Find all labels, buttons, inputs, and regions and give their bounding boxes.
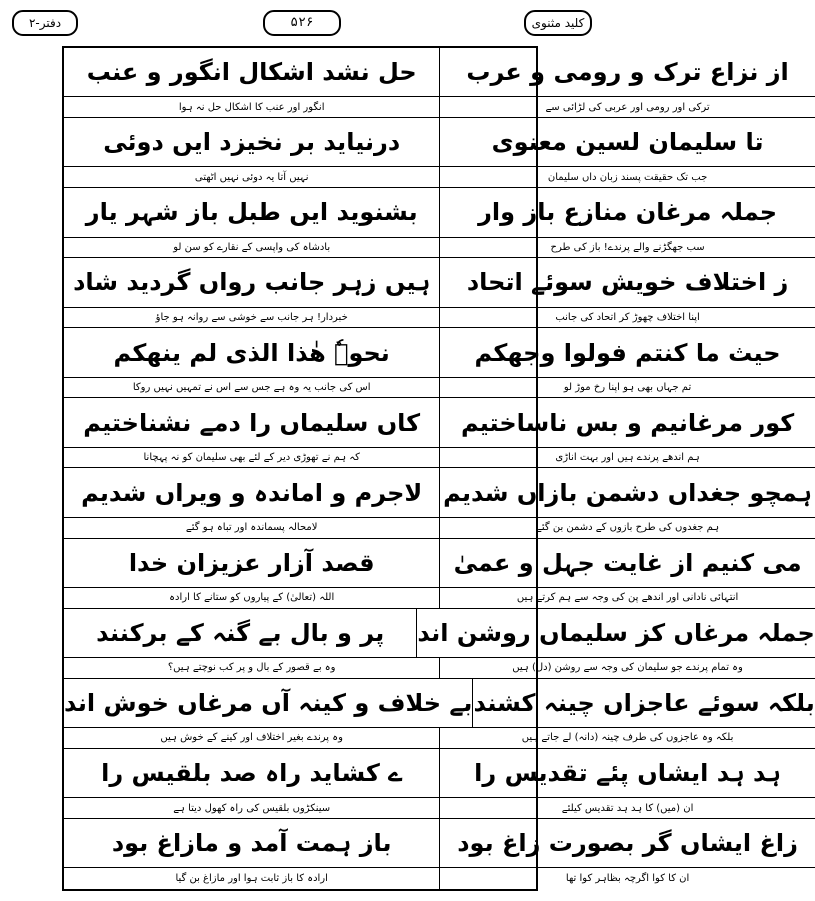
verse-row	[64, 679, 815, 728]
translation-row	[64, 658, 815, 679]
translation-right: ان (میں) کا ہد ہد تقدیس کیلئے	[439, 798, 814, 818]
verse-left-hemistich: ہیں زہر جانب رواں گردید شاد	[73, 268, 431, 297]
verse-right-hemistich: حیث ما کنتم فولوا وجھکم	[439, 328, 814, 376]
translation-row	[64, 518, 815, 539]
verse-right-hemistich: جملہ مرغاں کز سلیماں روشن اند	[416, 609, 814, 657]
translation-left: ارادہ کا باز ثابت ہوا اور مازاغ بن گیا	[175, 873, 328, 885]
verse-right-hemistich: بلکہ سوئے عاجزاں چینہ کشند	[472, 679, 814, 727]
verse-left-hemistich: حل نشد اشکال انگور و عنب	[86, 58, 417, 87]
translation-right: ان کا کوا اگرچہ بظاہر کوا تھا	[439, 868, 814, 889]
verse-left-hemistich: لاجرم و اماندہ و ویراں شدیم	[81, 478, 423, 507]
verse-left-hemistich: کاں سلیماں را دمے نشناختیم	[83, 408, 421, 437]
verse-right-hemistich: جملہ مرغان منازع باز وار	[439, 188, 814, 236]
translation-right: بلکہ وہ عاجزوں کی طرف چینہ (دانہ) لے جاتے ہیں	[439, 728, 814, 748]
translation-left: انگور اور عنب کا اشکال حل نہ ہوا	[178, 101, 325, 113]
verse-right-hemistich: کور مرغانیم و بس ناساختیم	[439, 398, 814, 446]
translation-row	[64, 167, 815, 188]
verse-row	[64, 398, 815, 447]
translation-row	[64, 97, 815, 118]
verse-row	[64, 819, 815, 868]
verse-left-hemistich: بے خلاف و کینہ آں مرغاں خوش اند	[64, 688, 473, 717]
verse-left-hemistich: ے کشاید راہ صد بلقیس را	[101, 759, 403, 787]
verse-row	[64, 468, 815, 517]
translation-row	[64, 798, 815, 819]
volume-tag: دفتر-۲	[12, 10, 78, 36]
translation-left: اس کی جانب یہ وہ ہے جس سے اس نے تمہیں نہیں روکا	[132, 382, 371, 394]
page-header	[0, 0, 600, 44]
translation-left: وہ بے قصور کے بال و پر کب نوچتے ہیں؟	[167, 662, 336, 674]
verse-right-hemistich: زاغ ایشاں گر بصورت زاغ بود	[439, 819, 814, 867]
page-number: ۵۲۶	[263, 10, 341, 36]
translation-right: اپنا اختلاف چھوڑ کر اتحاد کی جانب	[439, 308, 814, 328]
verse-right-hemistich: ہمچو جغداں دشمن بازاں شدیم	[439, 468, 814, 516]
verse-left-hemistich: قصد آزار عزیزان خدا	[128, 548, 375, 577]
verse-row	[64, 118, 815, 167]
translation-left: کہ ہم نے تھوڑی دیر کے لئے بھی سلیمان کو نہ پہچانا	[143, 452, 360, 464]
verse-row	[64, 188, 815, 237]
verse-left-hemistich: نحوہٗ ھٰذا الذی لم ینھکم	[113, 338, 390, 367]
verse-left-hemistich: بشنوید ایں طبل باز شہر یار	[85, 198, 418, 227]
translation-row	[64, 868, 815, 889]
translation-left: وہ پرندے بغیر اختلاف اور کینے کے خوش ہیں	[160, 732, 343, 744]
translation-row	[64, 308, 815, 329]
translation-row	[64, 588, 815, 609]
verse-right-hemistich: ہد ہد ایشاں پئے تقدیس را	[439, 749, 814, 797]
translation-left: لامحالہ پسماندہ اور تباہ ہو گئے	[185, 522, 318, 534]
verse-row	[64, 48, 815, 97]
verse-left-hemistich: پر و بال بے گنہ کے برکنند	[96, 618, 385, 647]
book-title-tag: کلید مثنوی	[524, 10, 592, 36]
translation-right: ہم اندھے پرندے ہیں اور بہت اناڑی	[439, 448, 814, 468]
translation-left: نہیں آتا یہ دوئی نہیں اٹھتی	[194, 171, 309, 183]
translation-right: ہم جغدوں کی طرح بازوں کے دشمن بن گئے	[439, 518, 814, 538]
translation-right: ترکی اور رومی اور عربی کی لڑائی سے	[439, 97, 814, 117]
verse-right-hemistich: ز اختلاف خویش سوئے اتحاد	[439, 258, 814, 306]
translation-row	[64, 448, 815, 469]
verse-row	[64, 749, 815, 798]
translation-right: انتہائی نادانی اور اندھے پن کی وجہ سے ہم کرتے ہیں	[439, 588, 814, 608]
verse-table	[62, 46, 815, 891]
translation-right: جب تک حقیقت پسند زبان داں سلیمان	[439, 167, 814, 187]
verse-right-hemistich: از نزاع ترک و رومی و عرب	[439, 48, 814, 96]
verse-right-hemistich: تا سلیمان لسین معنوی	[439, 118, 814, 166]
translation-left: بادشاہ کی واپسی کے نقارے کو سن لو	[173, 241, 331, 253]
translation-left: خبردار! ہر جانب سے خوشی سے روانہ ہو جاؤ	[155, 311, 348, 323]
verse-row	[64, 539, 815, 588]
verse-row	[64, 328, 815, 377]
translation-right: تم جہاں بھی ہو اپنا رخ موڑ لو	[439, 378, 814, 398]
translation-row	[64, 728, 815, 749]
translation-row	[64, 238, 815, 259]
verse-row	[64, 609, 815, 658]
translation-right: وہ تمام پرندے جو سلیمان کی وجہ سے روشن (دل) ہیں	[439, 658, 814, 678]
verse-right-hemistich: می کنیم از غایت جہل و عمیٰ	[439, 539, 814, 587]
translation-left: سینکڑوں بلقیس کی راہ کھول دیتا ہے	[173, 802, 331, 814]
translation-right: سب جھگڑنے والے پرندے! باز کی طرح	[439, 238, 814, 258]
translation-row	[64, 378, 815, 399]
verse-row	[64, 258, 815, 307]
translation-left: اللہ (تعالیٰ) کے پیاروں کو ستانے کا ارادہ	[169, 592, 335, 604]
verse-left-hemistich: درنیاید بر نخیزد ایں دوئی	[103, 128, 401, 157]
verse-left-hemistich: باز ہمت آمد و مازاغ بود	[111, 829, 392, 858]
